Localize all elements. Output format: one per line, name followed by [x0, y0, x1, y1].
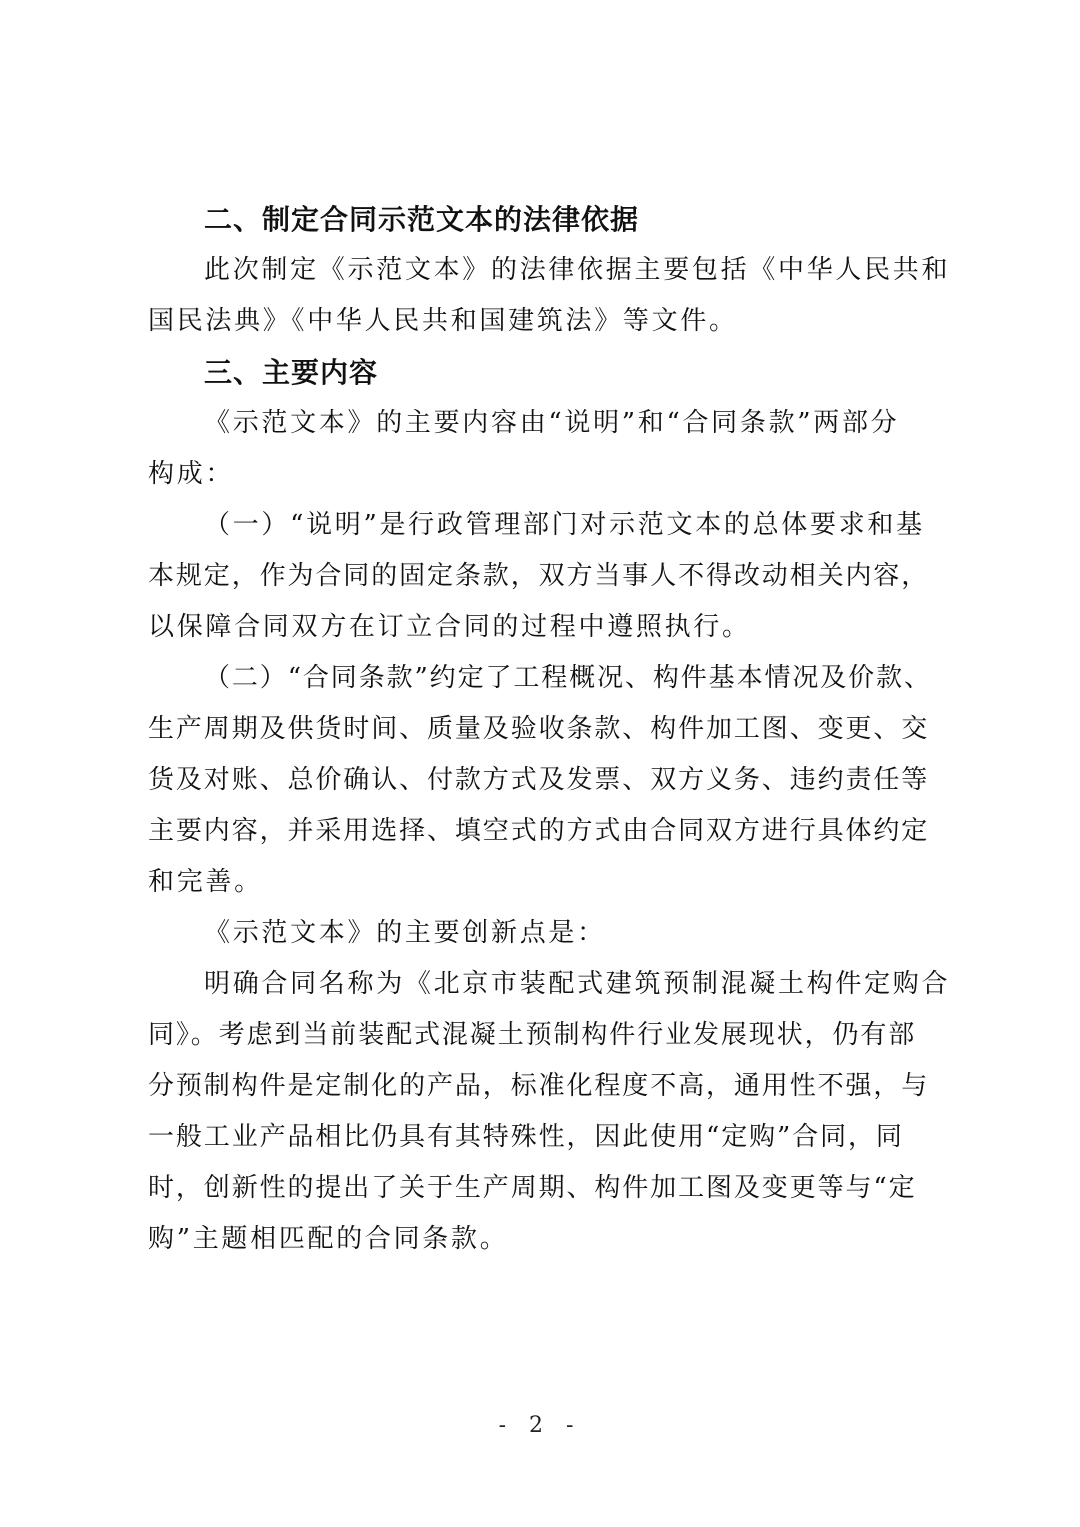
- text-line: 明确合同名称为《北京市装配式建筑预制混凝土构件定购合: [204, 969, 951, 999]
- document-body: [148, 194, 951, 1265]
- text-line: 国民法典》《中华人民共和国建筑法》等文件。: [148, 306, 738, 336]
- text-line: 构成：: [148, 459, 235, 489]
- text-line: 本规定，作为合同的固定条款，双方当事人不得改动相关内容，: [148, 561, 930, 591]
- text-line: 《示范文本》的主要创新点是：: [204, 918, 606, 948]
- text-line: 购”主题相匹配的合同条款。: [148, 1224, 509, 1254]
- text-line: 主要内容，并采用选择、填空式的方式由合同双方进行具体约定: [148, 816, 930, 846]
- paragraph-legal-basis: [148, 245, 951, 347]
- section-heading-main-content: 三、主要内容: [204, 356, 379, 389]
- paragraph-composition: [148, 398, 948, 500]
- paragraph-innovation-details: [148, 959, 951, 1265]
- paragraph-contract-clauses: [148, 653, 948, 908]
- text-line: 以保障合同双方在订立合同的过程中遵照执行。: [148, 612, 751, 642]
- text-line: 时，创新性的提出了关于生产周期、构件加工图及变更等与“定: [148, 1173, 917, 1203]
- text-line: 同》。考虑到当前装配式混凝土预制构件行业发展现状，仍有部: [148, 1020, 917, 1050]
- paragraph-innovation-intro: [148, 908, 948, 959]
- text-line: （一）“说明”是行政管理部门对示范文本的总体要求和基: [204, 510, 925, 540]
- text-line: 《示范文本》的主要内容由“说明”和“合同条款”两部分: [204, 408, 900, 438]
- text-line: 和完善。: [148, 867, 263, 897]
- page-number: - 2 -: [498, 1413, 582, 1438]
- text-line: 一般工业产品相比仍具有其特殊性，因此使用“定购”合同，同: [148, 1122, 904, 1152]
- text-line: 货及对账、总价确认、付款方式及发票、双方义务、违约责任等: [148, 765, 930, 795]
- text-line: 分预制构件是定制化的产品，标准化程度不高，通用性不强，与: [148, 1071, 930, 1101]
- paragraph-explanation: [148, 500, 948, 653]
- text-line: （二）“合同条款”约定了工程概况、构件基本情况及价款、: [204, 663, 932, 693]
- section-heading-legal-basis: 二、制定合同示范文本的法律依据: [204, 203, 640, 236]
- text-line: 此次制定《示范文本》的法律依据主要包括《中华人民共和: [204, 255, 951, 285]
- text-line: 生产周期及供货时间、质量及验收条款、构件加工图、变更、交: [148, 714, 930, 744]
